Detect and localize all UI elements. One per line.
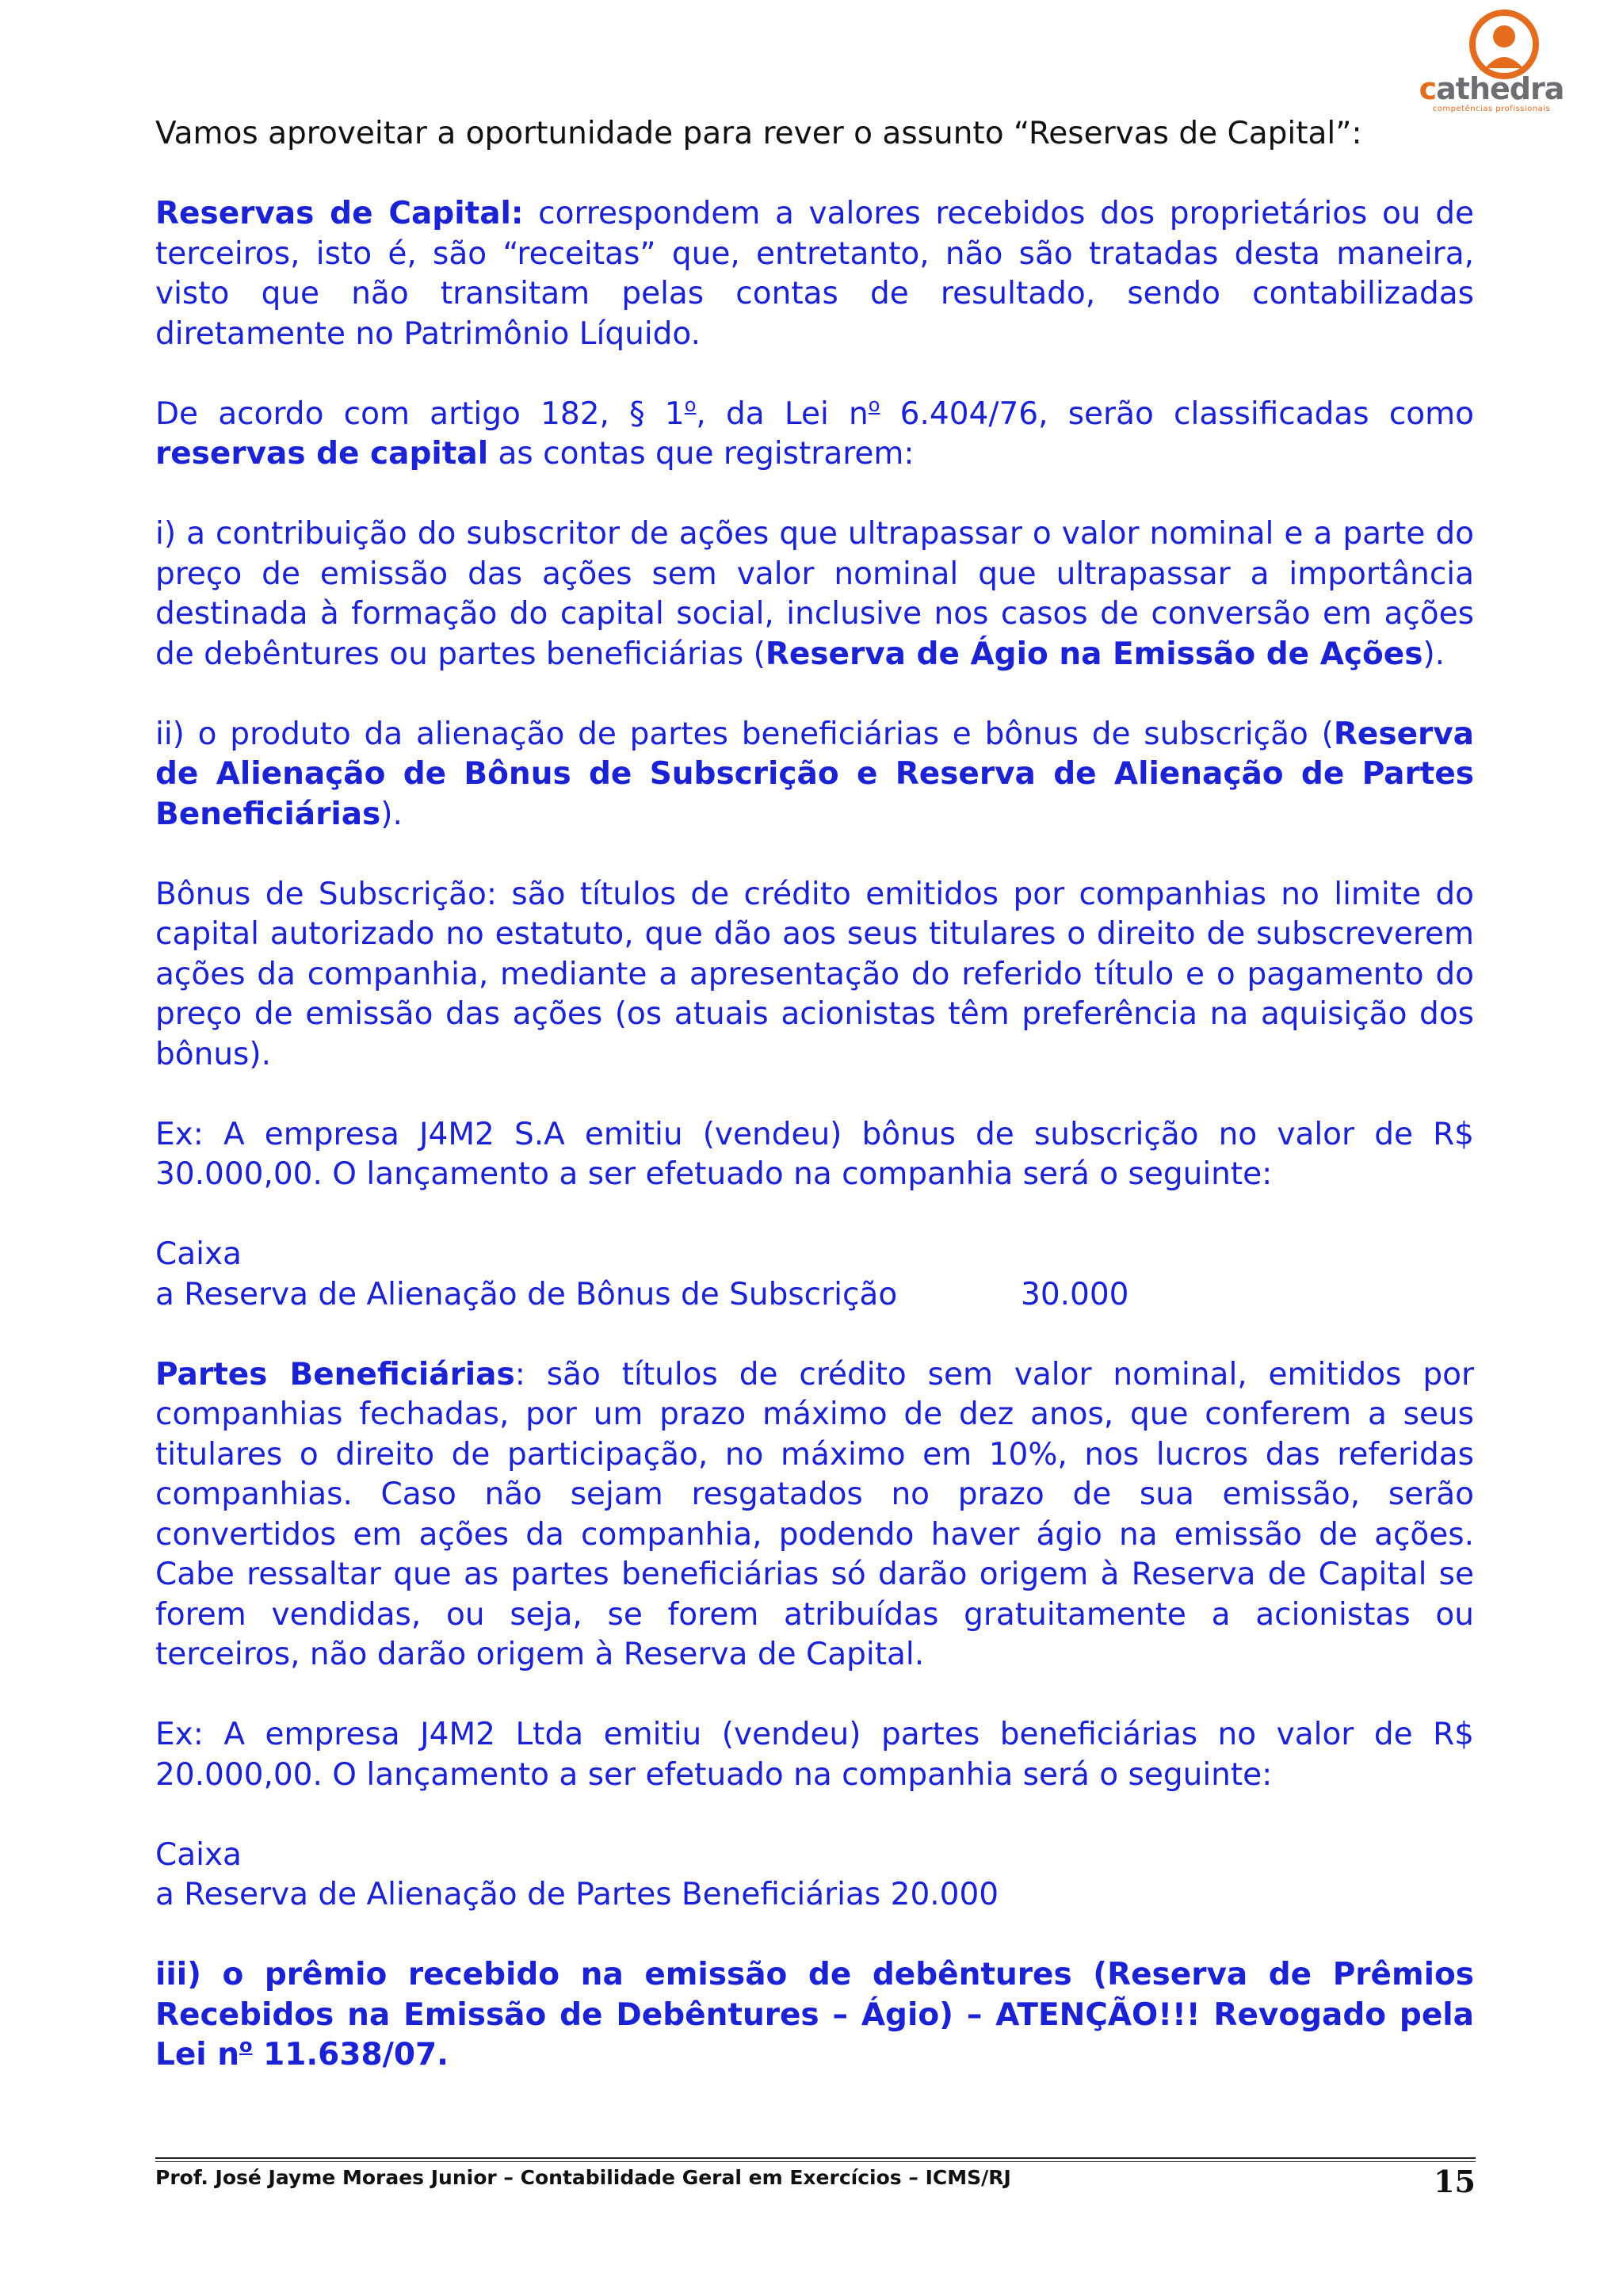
item-iii-text: iii) o prêmio recebido na emissão de debêntures (Reserva de Prêmios Recebidos na Emissão de Debêntures – Ágio) – ATENÇÃO!!! Revogado pela Lei n bbox=[155, 1957, 1474, 2073]
item-i-bold: Reserva de Ágio na Emissão de Ações bbox=[765, 636, 1423, 672]
item-ii-bold: Reserva de Alienação de Bônus de Subscrição e Reserva de Alienação de Partes Beneficiárias bbox=[155, 716, 1474, 832]
page-content bbox=[155, 114, 1474, 2115]
item-ii-end: ). bbox=[380, 796, 403, 832]
item-iii-end: 11.638/07. bbox=[252, 2037, 449, 2073]
journal-entry-2 bbox=[155, 1836, 1474, 1916]
artigo-part4: as contas que registrarem: bbox=[488, 436, 915, 472]
logo-tagline: competências profissionais bbox=[1432, 105, 1551, 113]
entry-2-credit: a Reserva de Alienação de Partes Beneficiárias bbox=[155, 1877, 881, 1912]
page-number: 15 bbox=[1434, 2164, 1476, 2199]
partes-term: Partes Beneficiárias bbox=[155, 1356, 515, 1392]
artigo-part2: , da Lei n bbox=[696, 395, 869, 432]
item-i-text: i) a contribuição do subscritor de ações que ultrapassar o valor nominal e a parte do preço de emissão das ações sem valor nominal que ultrapassar a importância destinada à formação do capital social, inclusive nos casos de conversão em ações de debêntures ou partes beneficiárias ( bbox=[155, 516, 1474, 672]
item-i-end: ). bbox=[1423, 636, 1445, 672]
partes-definition bbox=[155, 1355, 1474, 1675]
entry-1-credit-line bbox=[155, 1275, 1474, 1316]
entry-1-credit: a Reserva de Alienação de Bônus de Subscrição bbox=[155, 1276, 898, 1312]
logo-person-icon bbox=[1469, 10, 1539, 79]
footer-author: Prof. José Jayme Moraes Junior – Contabilidade Geral em Exercícios – ICMS/RJ bbox=[155, 2166, 1011, 2189]
intro-paragraph: Vamos aproveitar a oportunidade para rever o assunto “Reservas de Capital”: bbox=[155, 116, 1362, 151]
artigo-sup2: o bbox=[868, 393, 880, 416]
logo-wordmark: cathedra bbox=[1419, 71, 1564, 106]
item-i bbox=[155, 514, 1474, 674]
artigo-bold: reservas de capital bbox=[155, 436, 489, 472]
artigo-paragraph bbox=[155, 395, 1474, 475]
reservas-definition bbox=[155, 194, 1474, 354]
cathedra-logo bbox=[1412, 10, 1571, 113]
item-iii-sup: o bbox=[239, 2034, 253, 2057]
entry-1-debit: Caixa bbox=[155, 1236, 242, 1272]
footer-rule-thick bbox=[155, 2157, 1476, 2159]
item-iii bbox=[155, 1955, 1474, 2076]
entry-1-value: 30.000 bbox=[1021, 1276, 1129, 1312]
reservas-term: Reservas de Capital: bbox=[155, 196, 524, 231]
artigo-part3: 6.404/76, serão classificadas como bbox=[880, 395, 1474, 432]
artigo-part1: De acordo com artigo 182, § 1 bbox=[155, 395, 685, 432]
example-2: Ex: A empresa J4M2 Ltda emitiu (vendeu) partes beneficiárias no valor de R$ 20.000,00. O lançamento a ser efetuado na companhia será o seguinte: bbox=[155, 1717, 1474, 1793]
entry-2-debit: Caixa bbox=[155, 1836, 242, 1873]
partes-text: : são títulos de crédito sem valor nominal, emitidos por companhias fechadas, por um prazo máximo de dez anos, que conferem a seus titulares o direito de participação, no máximo em 10%, nos lucros das referidas companhias. Caso não sejam resgatados no prazo de sua emissão, serão convertidos em ações da companhia, podendo haver ágio na emissão de ações. Cabe ressaltar que as partes beneficiárias só darão origem à Reserva de Capital se forem vendidas, ou seja, se forem atribuídas gratuitamente a acionistas ou terceiros, não darão origem à Reserva de Capital. bbox=[155, 1356, 1474, 1672]
reservas-text: correspondem a valores recebidos dos proprietários ou de terceiros, isto é, são “receitas” que, entretanto, não são tratadas desta maneira, visto que não transitam pelas contas de resultado, sendo contabilizadas diretamente no Patrimônio Líquido. bbox=[155, 196, 1474, 352]
entry-2-credit-line bbox=[155, 1877, 999, 1912]
artigo-sup1: o bbox=[684, 393, 697, 416]
entry-2-value: 20.000 bbox=[890, 1877, 999, 1912]
bonus-definition: Bônus de Subscrição: são títulos de crédito emitidos por companhias no limite do capital autorizado no estatuto, que dão aos seus titulares o direito de subscreverem ações da companhia, mediante a apresentação do referido título e o pagamento do preço de emissão das ações (os atuais acionistas têm preferência na aquisição dos bônus). bbox=[155, 876, 1474, 1072]
journal-entry-1 bbox=[155, 1235, 1474, 1315]
item-ii bbox=[155, 715, 1474, 835]
example-1: Ex: A empresa J4M2 S.A emitiu (vendeu) bônus de subscrição no valor de R$ 30.000,00. O lançamento a ser efetuado na companhia será o seguinte: bbox=[155, 1116, 1474, 1192]
item-ii-text: ii) o produto da alienação de partes beneficiárias e bônus de subscrição ( bbox=[155, 716, 1334, 752]
footer-rule-thin bbox=[155, 2161, 1476, 2162]
